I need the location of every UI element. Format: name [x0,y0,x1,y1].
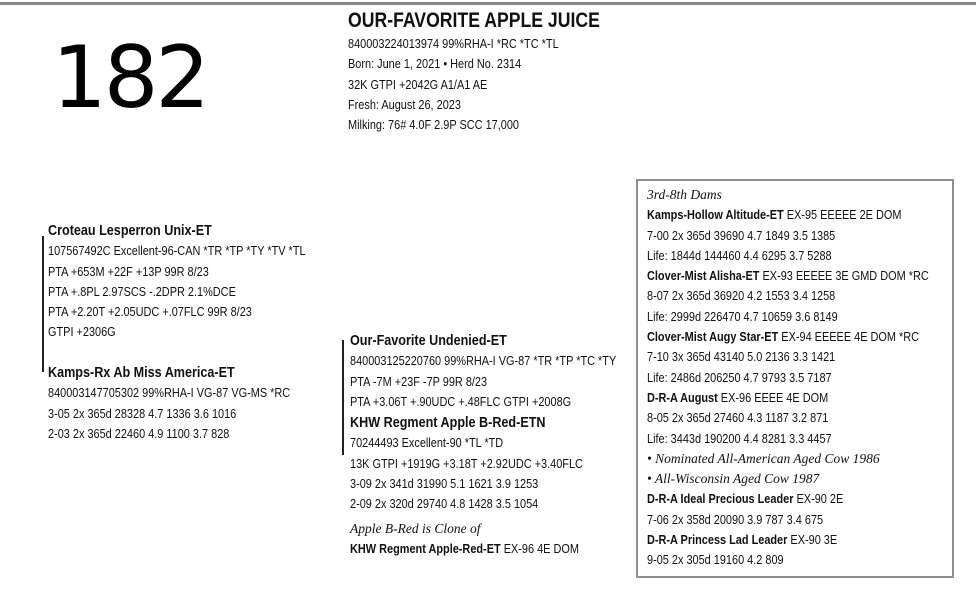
cow-registration: 840003224013974 99%RHA-I *RC *TC *TL [348,36,559,51]
dam-entry-note: • All-Wisconsin Aged Cow 1987 [647,471,820,487]
lot-number: 182 [52,28,208,128]
sire-line: GTPI +2306G [48,324,116,340]
sire-dam-name: Kamps-Rx Ab Miss America-ET [48,364,235,381]
top-rule [0,2,976,5]
dam-sire-line: PTA -7M +23F -7P 99R 8/23 [350,373,488,389]
sire-name: Croteau Lesperron Unix-ET [48,222,212,239]
dams-heading: 3rd-8th Dams [647,187,722,202]
dam-entry-class: EX-96 EEEE 4E DOM [717,389,829,405]
dam-entry-record: 7-06 2x 358d 20090 3.9 787 3.4 675 [647,511,824,527]
sire-line: PTA +.8PL 2.97SCS -.2DPR 2.1%DCE [48,283,236,299]
dam-sire-name: Our-Favorite Undenied-ET [350,332,507,349]
dam-entry-record: Life: 1844d 144460 4.4 6295 3.7 5288 [647,247,832,263]
dam-entry-class: EX-90 3E [787,532,838,548]
dam-entry-record: Life: 2486d 206250 4.7 9793 3.5 7187 [647,369,832,385]
dam-sire-line: PTA +3.06T +.90UDC +.48FLC GTPI +2008G [350,393,572,409]
dam-line: 3-09 2x 341d 31990 5.1 1621 3.9 1253 [350,475,539,491]
dam-entry-class: EX-94 EEEEE 4E DOM *RC [778,329,920,345]
dam-entry-class: EX-93 EEEEE 3E GMD DOM *RC [759,268,929,284]
sire-line: PTA +2.20T +2.05UDC +.07FLC 99R 8/23 [48,304,252,320]
clone-score: EX-96 4E DOM [500,541,579,557]
sire-line: 107567492C Excellent-96-CAN *TR *TP *TY *TV *TL [48,243,306,259]
dam-sire-block [350,331,667,412]
dam-entry-class: EX-95 EEEEE 2E DOM [783,207,902,223]
dam-entry-record: 8-07 2x 365d 36920 4.2 1553 3.4 1258 [647,288,836,304]
dam-entry-record: Life: 3443d 190200 4.4 8281 3.3 4457 [647,430,832,446]
dam-sire-line: 840003125220760 99%RHA-I VG-87 *TR *TP *TC *TY [350,353,617,369]
sire-dam-block [48,363,336,444]
clone-name: KHW Regment Apple-Red-ET [350,541,501,557]
dam-entry-name: D-R-A August [647,389,718,405]
dam-line: 13K GTPI +1919G +3.18T +2.92UDC +3.40FLC [350,455,583,471]
cow-gtpi: 32K GTPI +2042G A1/A1 AE [348,76,488,92]
dam-entry-record: 7-10 3x 365d 43140 5.0 2136 3.3 1421 [647,349,836,365]
dam-entry-name: Clover-Mist Alisha-ET [647,268,760,284]
cow-birth: Born: June 1, 2021 • Herd No. 2314 [348,56,522,72]
sire-dam-line: 2-03 2x 365d 22460 4.9 1100 3.7 828 [48,425,230,441]
dam-entry-name: D-R-A Ideal Precious Leader [647,491,794,507]
sire-bracket-line [42,236,44,372]
sire-block [48,221,355,343]
dams-list [647,185,976,571]
cow-name: OUR-FAVORITE APPLE JUICE [348,9,600,32]
sire-dam-line: 840003147705302 99%RHA-I VG-87 VG-MS *RC [48,385,291,401]
dam-entry-name: Clover-Mist Augy Star-ET [647,329,779,345]
dam-entry-record: Life: 2999d 226470 4.7 10659 3.6 8149 [647,308,838,324]
cow-header [348,8,648,135]
dam-entry-name: Kamps-Hollow Altitude-ET [647,207,784,223]
dam-name: KHW Regment Apple B-Red-ETN [350,414,546,431]
dam-entry-name: D-R-A Princess Lad Leader [647,532,788,548]
clone-block [350,519,623,560]
dam-entry-record: 7-00 2x 365d 39690 4.7 1849 3.5 1385 [647,227,836,243]
sire-dam-line: 3-05 2x 365d 28328 4.7 1336 3.6 1016 [48,405,237,421]
sire-line: PTA +653M +22F +13P 99R 8/23 [48,263,209,279]
dam-bracket-line [342,340,344,455]
dam-entry-record: 8-05 2x 365d 27460 4.3 1187 3.2 871 [647,410,829,426]
dam-entry-class: EX-90 2E [793,491,844,507]
cow-fresh: Fresh: August 26, 2023 [348,96,461,112]
dam-block [350,413,627,514]
dam-entry-record: 9-05 2x 305d 19160 4.2 809 [647,552,784,568]
cow-milking: Milking: 76# 4.0F 2.9P SCC 17,000 [348,117,519,133]
dam-line: 2-09 2x 320d 29740 4.8 1428 3.5 1054 [350,496,539,512]
clone-note: Apple B-Red is Clone of [350,521,481,536]
dam-line: 70244493 Excellent-90 *TL *TD [350,435,504,451]
dam-entry-note: • Nominated All-American Aged Cow 1986 [647,450,880,466]
